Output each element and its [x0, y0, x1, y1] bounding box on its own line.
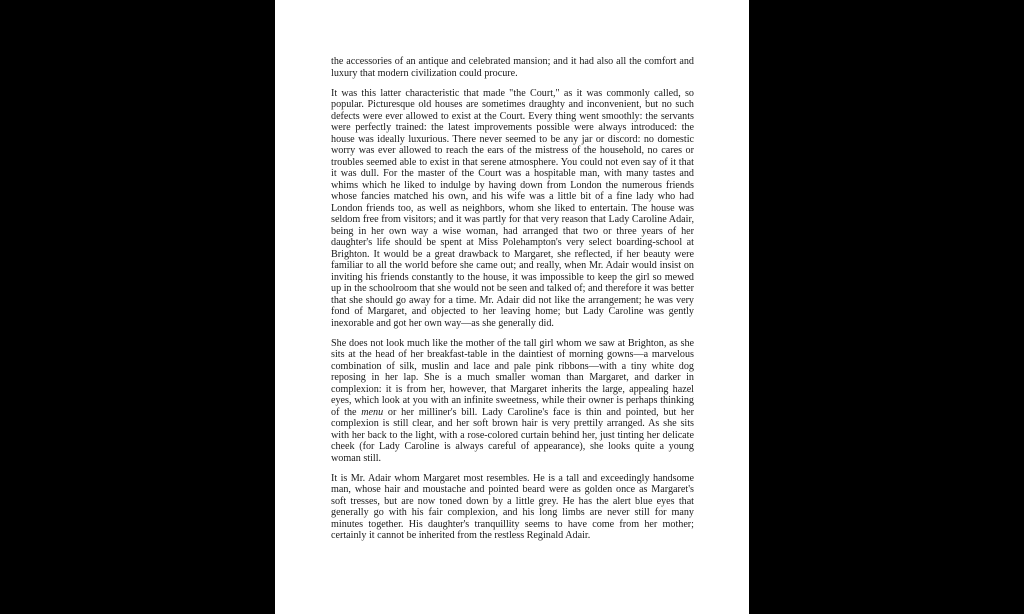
paragraph-3 — [331, 338, 694, 465]
paragraph-4: It is Mr. Adair whom Margaret most resembles. He is a tall and exceedingly handsome man, whose hair and moustache and pointed beard were as golden once as Margaret's soft tresses, but are now toned down by a little grey. He has the alert blue eyes that generally go with his fair complexion, and his long limbs are never still for many minutes together. His daughter's tranquillity seems to have come from her mother; certainly it cannot be inherited from the restless Reginald Adair. — [331, 472, 694, 541]
document-page — [275, 0, 749, 614]
paragraph-2: It was this latter characteristic that made "the Court," as it was commonly called, so popular. Picturesque old houses are sometimes draughty and inconvenient, but no such defects were ever allowed to exist at the Court. Every thing went smoothly: the servants were perfectly trained: the latest improvements possible were always introduced: the house was ideally luxurious. There never seemed to be any jar or discord: no domestic worry was ever allowed to reach the ears of the mistress of the household, no cares or troubles seemed able to exist in that serene atmosphere. You could not even say of it that it was dull. For the master of the Court was a hospitable man, with many tastes and whims which he liked to indulge by having down from London the numerous friends whose fancies matched his own, and his wife was a little bit of a fine lady who had London friends too, as well as neighbors, whom she liked to entertain. The house was seldom free from visitors; and it was partly for that very reason that Lady Caroline Adair, being in her own way a wise woman, had arranged that two or three years of her daughter's life should be spent at Miss Polehampton's very select boarding-school at Brighton. It would be a great drawback to Margaret, she reflected, if her beauty were familiar to all the world before she came out; and really, when Mr. Adair would insist on inviting his friends constantly to the house, it was impossible to keep the girl so mewed up in the schoolroom that she would not be seen and talked of; and therefore it was better that she should go away for a time. Mr. Adair did not like the arrangement; he was very fond of Margaret, and objected to her leaving home; but Lady Caroline was gently inexorable and got her own way—as she generally did. — [331, 87, 694, 329]
paragraph-3-part-2: or her milliner's bill. Lady Caroline's face is thin and pointed, but her complexion is still clear, and her soft brown hair is very prettily arranged. As she sits with her back to the light, with a rose-colored curtain behind her, just tinting her delicate cheek (for Lady Caroline is always careful of appearance), she looks quite a young woman still. — [331, 406, 694, 464]
emphasis-menu: menu — [361, 406, 384, 418]
paragraph-3-part-1: She does not look much like the mother of the tall girl whom we saw at Brighton, as she sits at the head of her breakfast-table in the daintiest of morning gowns—a marvelous combination of silk, muslin and lace and pale pink ribbons—with a tiny white dog reposing in her lap. She is a much smaller woman than Margaret, and darker in complexion: it is from her, however, that Margaret inherits the large, appealing hazel eyes, which look at you with an infinite sweetness, while their owner is perhaps thinking of the — [331, 337, 694, 418]
paragraph-1: the accessories of an antique and celebrated mansion; and it had also all the comfort and luxury that modern civilization could procure. — [331, 56, 694, 79]
page-text-body — [331, 56, 694, 550]
